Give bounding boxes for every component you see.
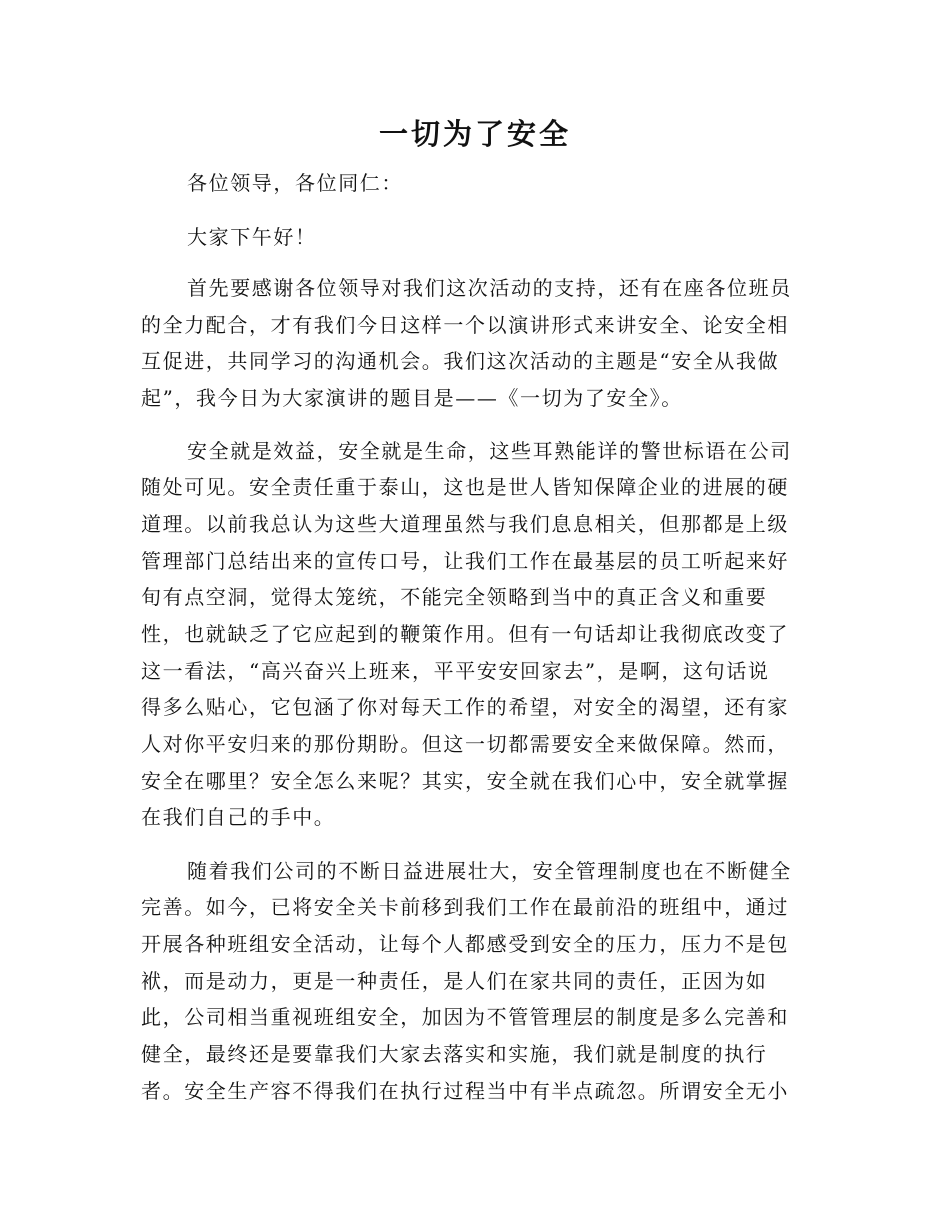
paragraph-line: 随处可见。安全责任重于泰山，这也是世人皆知保障企业的进展的硬 bbox=[141, 475, 789, 499]
paragraph-line: 旬有点空洞，觉得太笼统，不能完全领略到当中的真正含义和重要 bbox=[141, 585, 768, 609]
paragraph-line: 者。安全生产容不得我们在执行过程当中有半点疏忽。所谓安全无小 bbox=[141, 1079, 789, 1103]
document-title: 一切为了安全 bbox=[378, 117, 571, 151]
paragraph-line: 性，也就缺乏了它应起到的鞭策作用。但有一句话却让我彻底改变了 bbox=[141, 622, 789, 646]
paragraph-line: 安全就是效益，安全就是生命，这些耳熟能详的警世标语在公司 bbox=[187, 439, 792, 463]
paragraph-line: 开展各种班组安全活动，让每个人都感受到安全的压力，压力不是包 bbox=[141, 932, 789, 956]
paragraph-line: 得多么贴心，它包涵了你对每天工作的希望，对安全的渴望，还有家 bbox=[141, 695, 789, 719]
paragraph-line: 互促进，共同学习的沟通机会。我们这次活动的主题是“安全从我做 bbox=[141, 349, 780, 373]
paragraph-line: 的全力配合，才有我们今日这样一个以演讲形式来讲安全、论安全相 bbox=[141, 313, 789, 337]
paragraph-line: 在我们自己的手中。 bbox=[141, 805, 336, 829]
paragraph-line: 人对你平安归来的那份期盼。但这一切都需要安全来做保障。然而， bbox=[141, 732, 789, 756]
paragraph-line: 随着我们公司的不断日益进展壮大，安全管理制度也在不断健全 bbox=[187, 859, 792, 883]
paragraph-line: 完善。如今，已将安全关卡前移到我们工作在最前沿的班组中，通过 bbox=[141, 895, 789, 919]
paragraph-line: 管理部门总结出来的宣传口号，让我们工作在最基层的员工听起来好 bbox=[141, 549, 789, 573]
paragraph-line: 此，公司相当重视班组安全，加因为不管管理层的制度是多么完善和 bbox=[141, 1005, 789, 1029]
paragraph-line: 健全，最终还是要靠我们大家去落实和实施，我们就是制度的执行 bbox=[141, 1042, 768, 1066]
paragraph-line: 起”，我今日为大家演讲的题目是——《一切为了安全》。 bbox=[141, 386, 683, 410]
paragraph-line: 道理。以前我总认为这些大道理虽然与我们息息相关，但那都是上级 bbox=[141, 512, 789, 536]
paragraph-line: 这一看法，“高兴奋兴上班来，平平安安回家去”，是啊，这句话说 bbox=[141, 659, 770, 683]
paragraph-line: 首先要感谢各位领导对我们这次活动的支持，还有在座各位班员 bbox=[187, 276, 792, 300]
salutation: 各位领导，各位同仁： bbox=[187, 171, 403, 195]
paragraph-line: 安全在哪里？安全怎么来呢？其实，安全就在我们心中，安全就掌握 bbox=[141, 769, 789, 793]
greeting: 大家下午好！ bbox=[187, 225, 317, 249]
paragraph-line: 袱，而是动力，更是一种责任，是人们在家共同的责任，正因为如 bbox=[141, 969, 768, 993]
